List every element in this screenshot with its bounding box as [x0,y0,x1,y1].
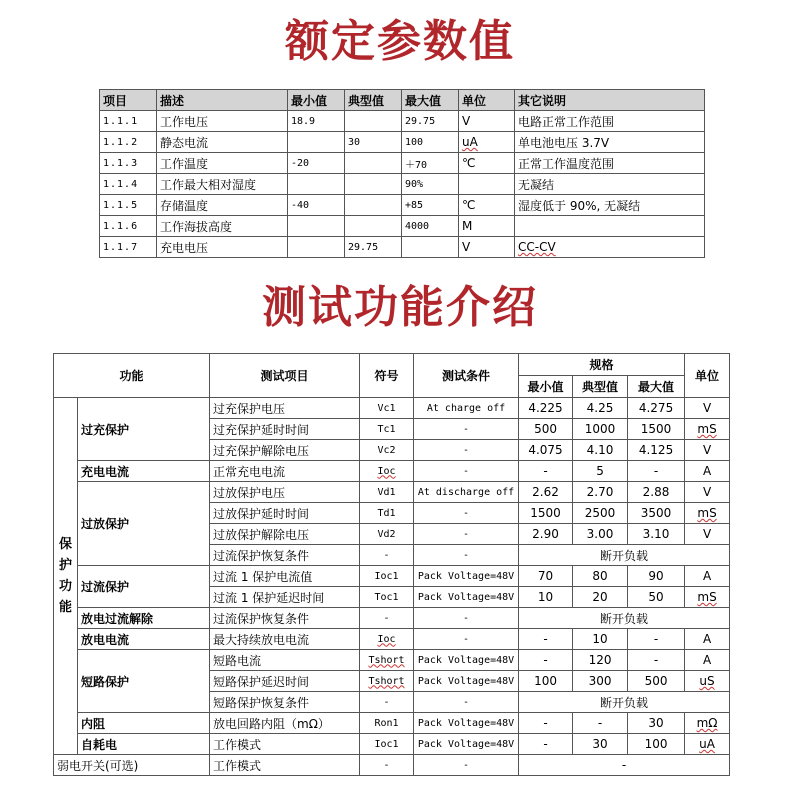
test-item: 短路电流 [210,650,360,671]
rated-cell-note: 湿度低于 90%, 无凝结 [515,195,705,216]
rated-cell-code: 1.1.5 [100,195,157,216]
group-label: 自耗电 [78,734,210,755]
test-condition: Pack Voltage=48V [414,650,519,671]
test-title: 测试功能介绍 [262,282,538,333]
test-condition: - [414,503,519,524]
rated-cell-typ [345,195,402,216]
rated-row [100,111,705,132]
rated-cell-max [402,237,459,258]
spec-max: - [628,650,685,671]
test-item: 工作模式 [210,734,360,755]
test-item: 正常充电电流 [210,461,360,482]
spec-typ: 5 [573,461,628,482]
spec-max: 4.275 [628,398,685,419]
rated-cell-typ: 30 [345,132,402,153]
test-item: 过充保护电压 [210,398,360,419]
func-row [54,734,730,755]
func-header-typ: 典型值 [573,376,628,398]
symbol: - [360,608,414,629]
symbol: - [360,545,414,566]
spec-max: 1500 [628,419,685,440]
func-row [54,398,730,419]
spec-typ: 20 [573,587,628,608]
rated-cell-typ [345,174,402,195]
spec-unit: A [685,629,730,650]
category-char: 能 [58,600,72,615]
symbol: Ioc1 [360,734,414,755]
rated-row [100,195,705,216]
spec-unit: uS [685,671,730,692]
rated-cell-min: -20 [288,153,345,174]
test-condition: - [414,755,519,776]
test-condition: - [414,545,519,566]
func-row [54,482,730,503]
rated-row [100,153,705,174]
spec-merged-value: - [519,755,730,776]
group-label: 短路保护 [78,650,210,713]
test-condition: At discharge off [414,482,519,503]
rated-cell-code: 1.1.2 [100,132,157,153]
test-item: 过流 1 保护延迟时间 [210,587,360,608]
test-item: 过放保护电压 [210,482,360,503]
spec-max: 4.125 [628,440,685,461]
test-condition: At charge off [414,398,519,419]
test-item: 工作模式 [210,755,360,776]
rated-cell-min: -40 [288,195,345,216]
func-header-row-1 [54,354,730,376]
symbol: Td1 [360,503,414,524]
func-row [54,566,730,587]
spec-typ: 300 [573,671,628,692]
spec-min: 10 [519,587,573,608]
spec-typ: 2.70 [573,482,628,503]
spec-min: 70 [519,566,573,587]
spec-typ: - [573,713,628,734]
rated-cell-note: 正常工作温度范围 [515,153,705,174]
rated-cell-min: 18.9 [288,111,345,132]
group-label: 放电过流解除 [78,608,210,629]
rated-cell-max: 29.75 [402,111,459,132]
spec-unit: A [685,650,730,671]
symbol: - [360,755,414,776]
symbol: Ron1 [360,713,414,734]
category-protection-label [54,398,78,755]
func-header-item: 测试项目 [210,354,360,398]
rated-cell-max: ＋70 [402,153,459,174]
func-header-spec: 规格 [519,354,685,376]
rated-header-item: 项目 [100,90,157,111]
rated-cell-min [288,132,345,153]
rated-cell-min [288,216,345,237]
test-item: 过流保护恢复条件 [210,608,360,629]
rated-cell-typ: 29.75 [345,237,402,258]
symbol: Tshort [360,671,414,692]
rated-cell-code: 1.1.3 [100,153,157,174]
symbol: Ioc [360,461,414,482]
func-header-function: 功能 [54,354,210,398]
spec-typ: 30 [573,734,628,755]
rated-cell-code: 1.1.1 [100,111,157,132]
spec-max: 3500 [628,503,685,524]
rated-cell-code: 1.1.7 [100,237,157,258]
spec-min: 4.225 [519,398,573,419]
symbol: Ioc [360,629,414,650]
rated-cell-unit: M [459,216,515,237]
category-char: 功 [58,579,72,594]
test-function-table [53,353,730,776]
rated-cell-note: 电路正常工作范围 [515,111,705,132]
symbol: Toc1 [360,587,414,608]
spec-unit: V [685,440,730,461]
spec-merged-value: 断开负载 [519,608,730,629]
test-condition: - [414,524,519,545]
group-label: 过放保护 [78,482,210,566]
rated-row [100,216,705,237]
rated-cell-unit: ℃ [459,195,515,216]
spec-unit: V [685,524,730,545]
spec-max: - [628,629,685,650]
spec-min: 1500 [519,503,573,524]
test-condition: Pack Voltage=48V [414,566,519,587]
test-item: 过流 1 保护电流值 [210,566,360,587]
rated-header-min: 最小值 [288,90,345,111]
func-header-symbol: 符号 [360,354,414,398]
rated-cell-code: 1.1.6 [100,216,157,237]
spec-typ: 10 [573,629,628,650]
test-condition: Pack Voltage=48V [414,671,519,692]
rated-cell-unit: V [459,237,515,258]
spec-typ: 4.10 [573,440,628,461]
test-condition: - [414,629,519,650]
func-header-max: 最大值 [628,376,685,398]
spec-max: 500 [628,671,685,692]
rated-cell-unit: ℃ [459,153,515,174]
spec-min: - [519,734,573,755]
rated-cell-desc: 工作最大相对湿度 [157,174,288,195]
test-condition: - [414,461,519,482]
spec-unit: mS [685,419,730,440]
test-item: 短路保护恢复条件 [210,692,360,713]
rated-header-note: 其它说明 [515,90,705,111]
rated-cell-note: 无凝结 [515,174,705,195]
test-condition: Pack Voltage=48V [414,734,519,755]
func-header-min: 最小值 [519,376,573,398]
spec-typ: 2500 [573,503,628,524]
rated-cell-typ [345,111,402,132]
rated-cell-min [288,237,345,258]
spec-merged-value: 断开负载 [519,692,730,713]
spec-max: 90 [628,566,685,587]
rated-header-row [100,90,705,111]
spec-max: - [628,461,685,482]
category-char: 保 [58,537,72,552]
spec-unit: uA [685,734,730,755]
rated-cell-desc: 充电电压 [157,237,288,258]
func-row [54,650,730,671]
spec-min: 2.90 [519,524,573,545]
symbol: Ioc1 [360,566,414,587]
group-label: 放电电流 [78,629,210,650]
spec-unit: A [685,461,730,482]
test-condition: Pack Voltage=48V [414,713,519,734]
test-item: 过放保护延时时间 [210,503,360,524]
rated-cell-code: 1.1.4 [100,174,157,195]
spec-max: 100 [628,734,685,755]
rated-title: 额定参数值 [285,16,515,67]
test-condition: - [414,440,519,461]
spec-unit: mS [685,503,730,524]
group-label: 充电电流 [78,461,210,482]
test-condition: Pack Voltage=48V [414,587,519,608]
rated-cell-desc: 静态电流 [157,132,288,153]
rated-cell-typ [345,153,402,174]
rated-header-unit: 单位 [459,90,515,111]
rated-parameters-table [99,89,705,258]
spec-typ: 120 [573,650,628,671]
rated-cell-unit [459,174,515,195]
rated-row [100,237,705,258]
spec-typ: 80 [573,566,628,587]
rated-cell-max: +85 [402,195,459,216]
symbol: Tshort [360,650,414,671]
func-header-unit: 单位 [685,354,730,398]
spec-typ: 4.25 [573,398,628,419]
func-row [54,461,730,482]
spec-max: 3.10 [628,524,685,545]
spec-merged-value: 断开负载 [519,545,730,566]
rated-row [100,174,705,195]
spec-unit: mS [685,587,730,608]
spec-typ: 1000 [573,419,628,440]
spec-min: - [519,713,573,734]
symbol: Vc2 [360,440,414,461]
rated-header-desc: 描述 [157,90,288,111]
spec-max: 30 [628,713,685,734]
rated-cell-note [515,216,705,237]
rated-cell-unit: V [459,111,515,132]
func-row [54,608,730,629]
spec-min: - [519,461,573,482]
spec-min: - [519,650,573,671]
group-label: 内阻 [78,713,210,734]
spec-typ: 3.00 [573,524,628,545]
symbol: Vd1 [360,482,414,503]
test-item: 放电回路内阻（mΩ） [210,713,360,734]
func-header-condition: 测试条件 [414,354,519,398]
spec-min: - [519,629,573,650]
symbol: Vc1 [360,398,414,419]
symbol: Vd2 [360,524,414,545]
spec-min: 500 [519,419,573,440]
rated-cell-unit: uA [459,132,515,153]
rated-cell-desc: 工作电压 [157,111,288,132]
spec-max: 50 [628,587,685,608]
rated-row [100,132,705,153]
rated-cell-min [288,174,345,195]
symbol: - [360,692,414,713]
rated-cell-note: CC-CV [515,237,705,258]
group-label: 过流保护 [78,566,210,608]
func-row [54,629,730,650]
spec-unit: V [685,482,730,503]
group-label: 过充保护 [78,398,210,461]
spec-min: 4.075 [519,440,573,461]
spec-unit: V [685,398,730,419]
rated-cell-desc: 工作温度 [157,153,288,174]
test-item: 短路保护延迟时间 [210,671,360,692]
test-item: 最大持续放电电流 [210,629,360,650]
category-char: 护 [58,558,72,573]
group-label: 弱电开关(可选) [54,755,210,776]
test-item: 过放保护解除电压 [210,524,360,545]
func-row [54,713,730,734]
test-condition: - [414,608,519,629]
rated-cell-typ [345,216,402,237]
rated-cell-max: 90% [402,174,459,195]
spec-min: 2.62 [519,482,573,503]
test-item: 过充保护解除电压 [210,440,360,461]
rated-cell-desc: 工作海拔高度 [157,216,288,237]
spec-max: 2.88 [628,482,685,503]
rated-cell-max: 4000 [402,216,459,237]
rated-header-typ: 典型值 [345,90,402,111]
rated-header-max: 最大值 [402,90,459,111]
func-row [54,755,730,776]
rated-cell-note: 单电池电压 3.7V [515,132,705,153]
test-item: 过充保护延时时间 [210,419,360,440]
spec-min: 100 [519,671,573,692]
spec-unit: A [685,566,730,587]
test-condition: - [414,419,519,440]
rated-cell-desc: 存储温度 [157,195,288,216]
test-condition: - [414,692,519,713]
test-item: 过流保护恢复条件 [210,545,360,566]
symbol: Tc1 [360,419,414,440]
spec-unit: mΩ [685,713,730,734]
rated-cell-max: 100 [402,132,459,153]
